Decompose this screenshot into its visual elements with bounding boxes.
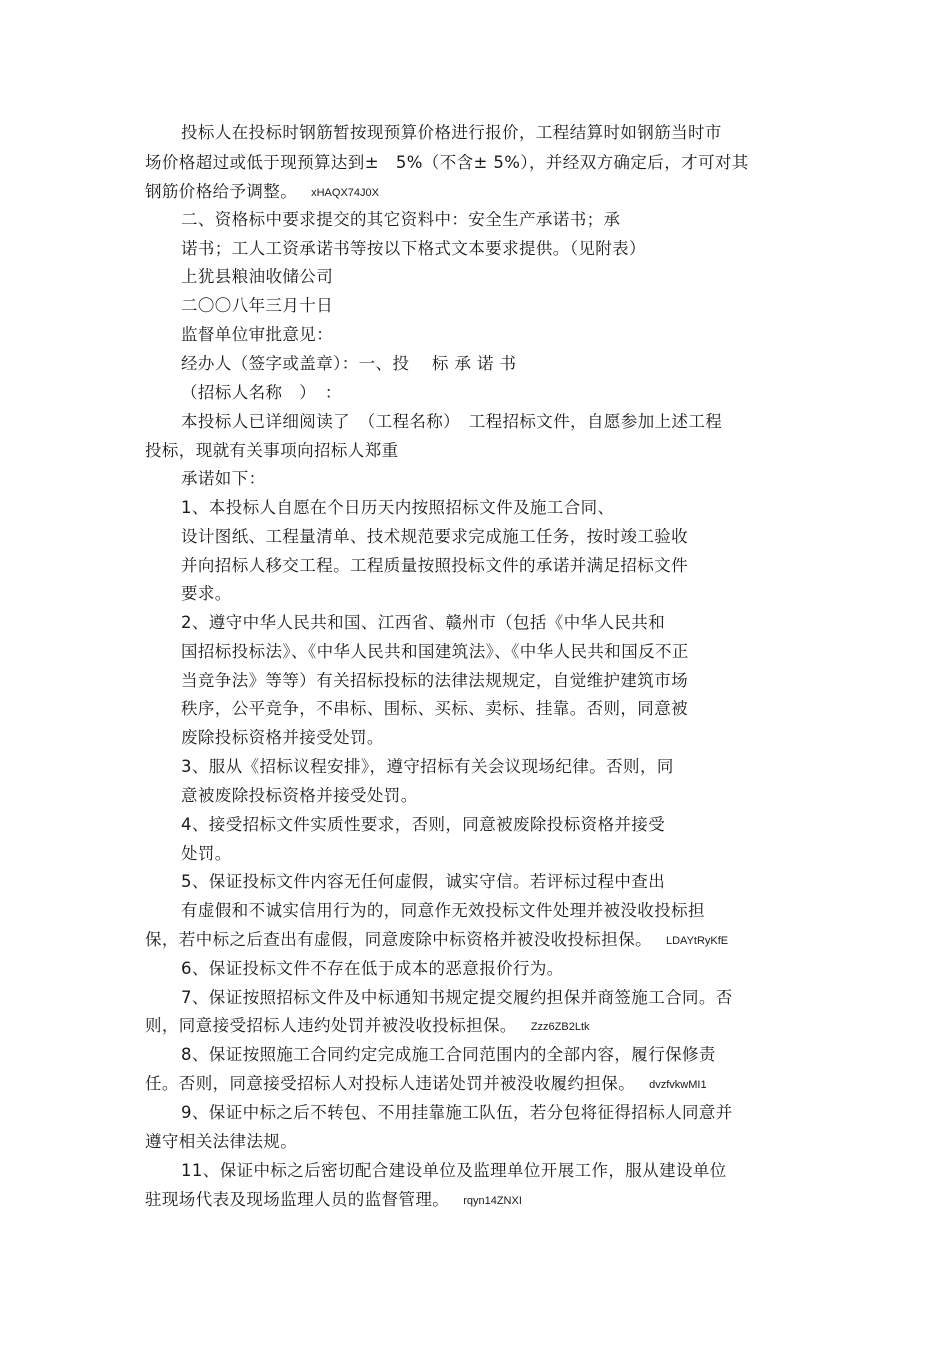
text-line: 国招标投标法》、《中华人民共和国建筑法》、《中华人民共和国反不正 <box>181 642 689 661</box>
text-line: 7、保证按照招标文件及中标通知书规定提交履约担保并商签施工合同。否 <box>181 988 733 1007</box>
text-line: 要求。 <box>181 584 232 603</box>
reference-code: LDAYtRyKfE <box>666 935 729 947</box>
text-line <box>145 1072 707 1097</box>
text-line: 诺书；工人工资承诺书等按以下格式文本要求提供。（见附表） <box>181 239 646 258</box>
text-line-content: 钢筋价格给予调整。 <box>145 182 298 201</box>
text-line: 监督单位审批意见： <box>181 325 334 344</box>
text-line: 场价格超过或低于现预算达到± 5%（不含± 5%），并经双方确定后，才可对其 <box>145 153 749 172</box>
company-name: 上犹县粮油收储公司 <box>181 267 334 286</box>
section-heading: 经办人（签字或盖章）：一、投 标 承 诺 书 <box>181 354 517 373</box>
text-line-content: 驻现场代表及现场监理人员的监督管理。 <box>145 1190 450 1209</box>
text-line: 遵守相关法律法规。 <box>145 1132 298 1151</box>
text-line: 承诺如下： <box>181 469 266 488</box>
text-line: 处罚。 <box>181 844 232 863</box>
text-line: 投标，现就有关事项向招标人郑重 <box>145 441 399 460</box>
text-line: 5、保证投标文件内容无任何虚假，诚实守信。若评标过程中查出 <box>181 872 666 891</box>
text-line <box>145 1014 590 1039</box>
text-line <box>145 180 379 205</box>
text-line: 当竞争法》等等）有关招标投标的法律法规规定，自觉维护建筑市场 <box>181 671 688 690</box>
text-line: 8、保证按照施工合同约定完成施工合同范围内的全部内容，履行保修责 <box>181 1045 716 1064</box>
text-line <box>145 1188 522 1213</box>
reference-code: rqyn14ZNXI <box>463 1195 522 1207</box>
text-line: 11、保证中标之后密切配合建设单位及监理单位开展工作，服从建设单位 <box>181 1161 727 1180</box>
text-line: 并向招标人移交工程。工程质量按照投标文件的承诺并满足招标文件 <box>181 556 688 575</box>
reference-code: xHAQX74J0X <box>311 187 379 199</box>
text-line: 意被废除投标资格并接受处罚。 <box>181 786 418 805</box>
text-line: 废除投标资格并接受处罚。 <box>181 728 384 747</box>
text-line <box>145 928 728 953</box>
text-line: 二、资格标中要求提交的其它资料中：安全生产承诺书；承 <box>181 210 621 229</box>
text-line: 秩序，公平竞争，不串标、围标、买标、卖标、挂靠。否则，同意被 <box>181 699 688 718</box>
text-line: 3、服从《招标议程安排》，遵守招标有关会议现场纪律。否则，同 <box>181 757 674 776</box>
text-line: 投标人在投标时钢筋暂按现预算价格进行报价，工程结算时如钢筋当时市 <box>181 123 722 142</box>
text-line-content: 则，同意接受招标人违约处罚并被没收投标担保。 <box>145 1016 517 1035</box>
text-line: 有虚假和不诚实信用行为的，同意作无效投标文件处理并被没收投标担 <box>181 901 705 920</box>
text-line: 4、接受招标文件实质性要求，否则，同意被废除投标资格并接受 <box>181 815 666 834</box>
reference-code: Zzz6ZB2Ltk <box>530 1021 590 1033</box>
text-line: 2、遵守中华人民共和国、江西省、赣州市（包括《中华人民共和 <box>181 613 666 632</box>
document-date: 二〇〇八年三月十日 <box>181 296 334 315</box>
text-line-content: 保，若中标之后查出有虚假，同意废除中标资格并被没收投标担保。 <box>145 930 652 949</box>
reference-code: dvzfvkwMI1 <box>649 1079 707 1091</box>
text-line: 本投标人已详细阅读了 （工程名称） 工程招标文件，自愿参加上述工程 <box>181 412 723 431</box>
text-line: （招标人名称 ） ： <box>181 383 342 402</box>
text-line: 6、保证投标文件不存在低于成本的恶意报价行为。 <box>181 959 564 978</box>
text-line: 设计图纸、工程量清单、技术规范要求完成施工任务，按时竣工验收 <box>181 527 688 546</box>
text-line: 1、本投标人自愿在个日历天内按照招标文件及施工合同、 <box>181 498 615 517</box>
text-line-content: 任。否则，同意接受招标人对投标人违诺处罚并被没收履约担保。 <box>145 1074 636 1093</box>
text-line: 9、保证中标之后不转包、不用挂靠施工队伍，若分包将征得招标人同意并 <box>181 1103 733 1122</box>
